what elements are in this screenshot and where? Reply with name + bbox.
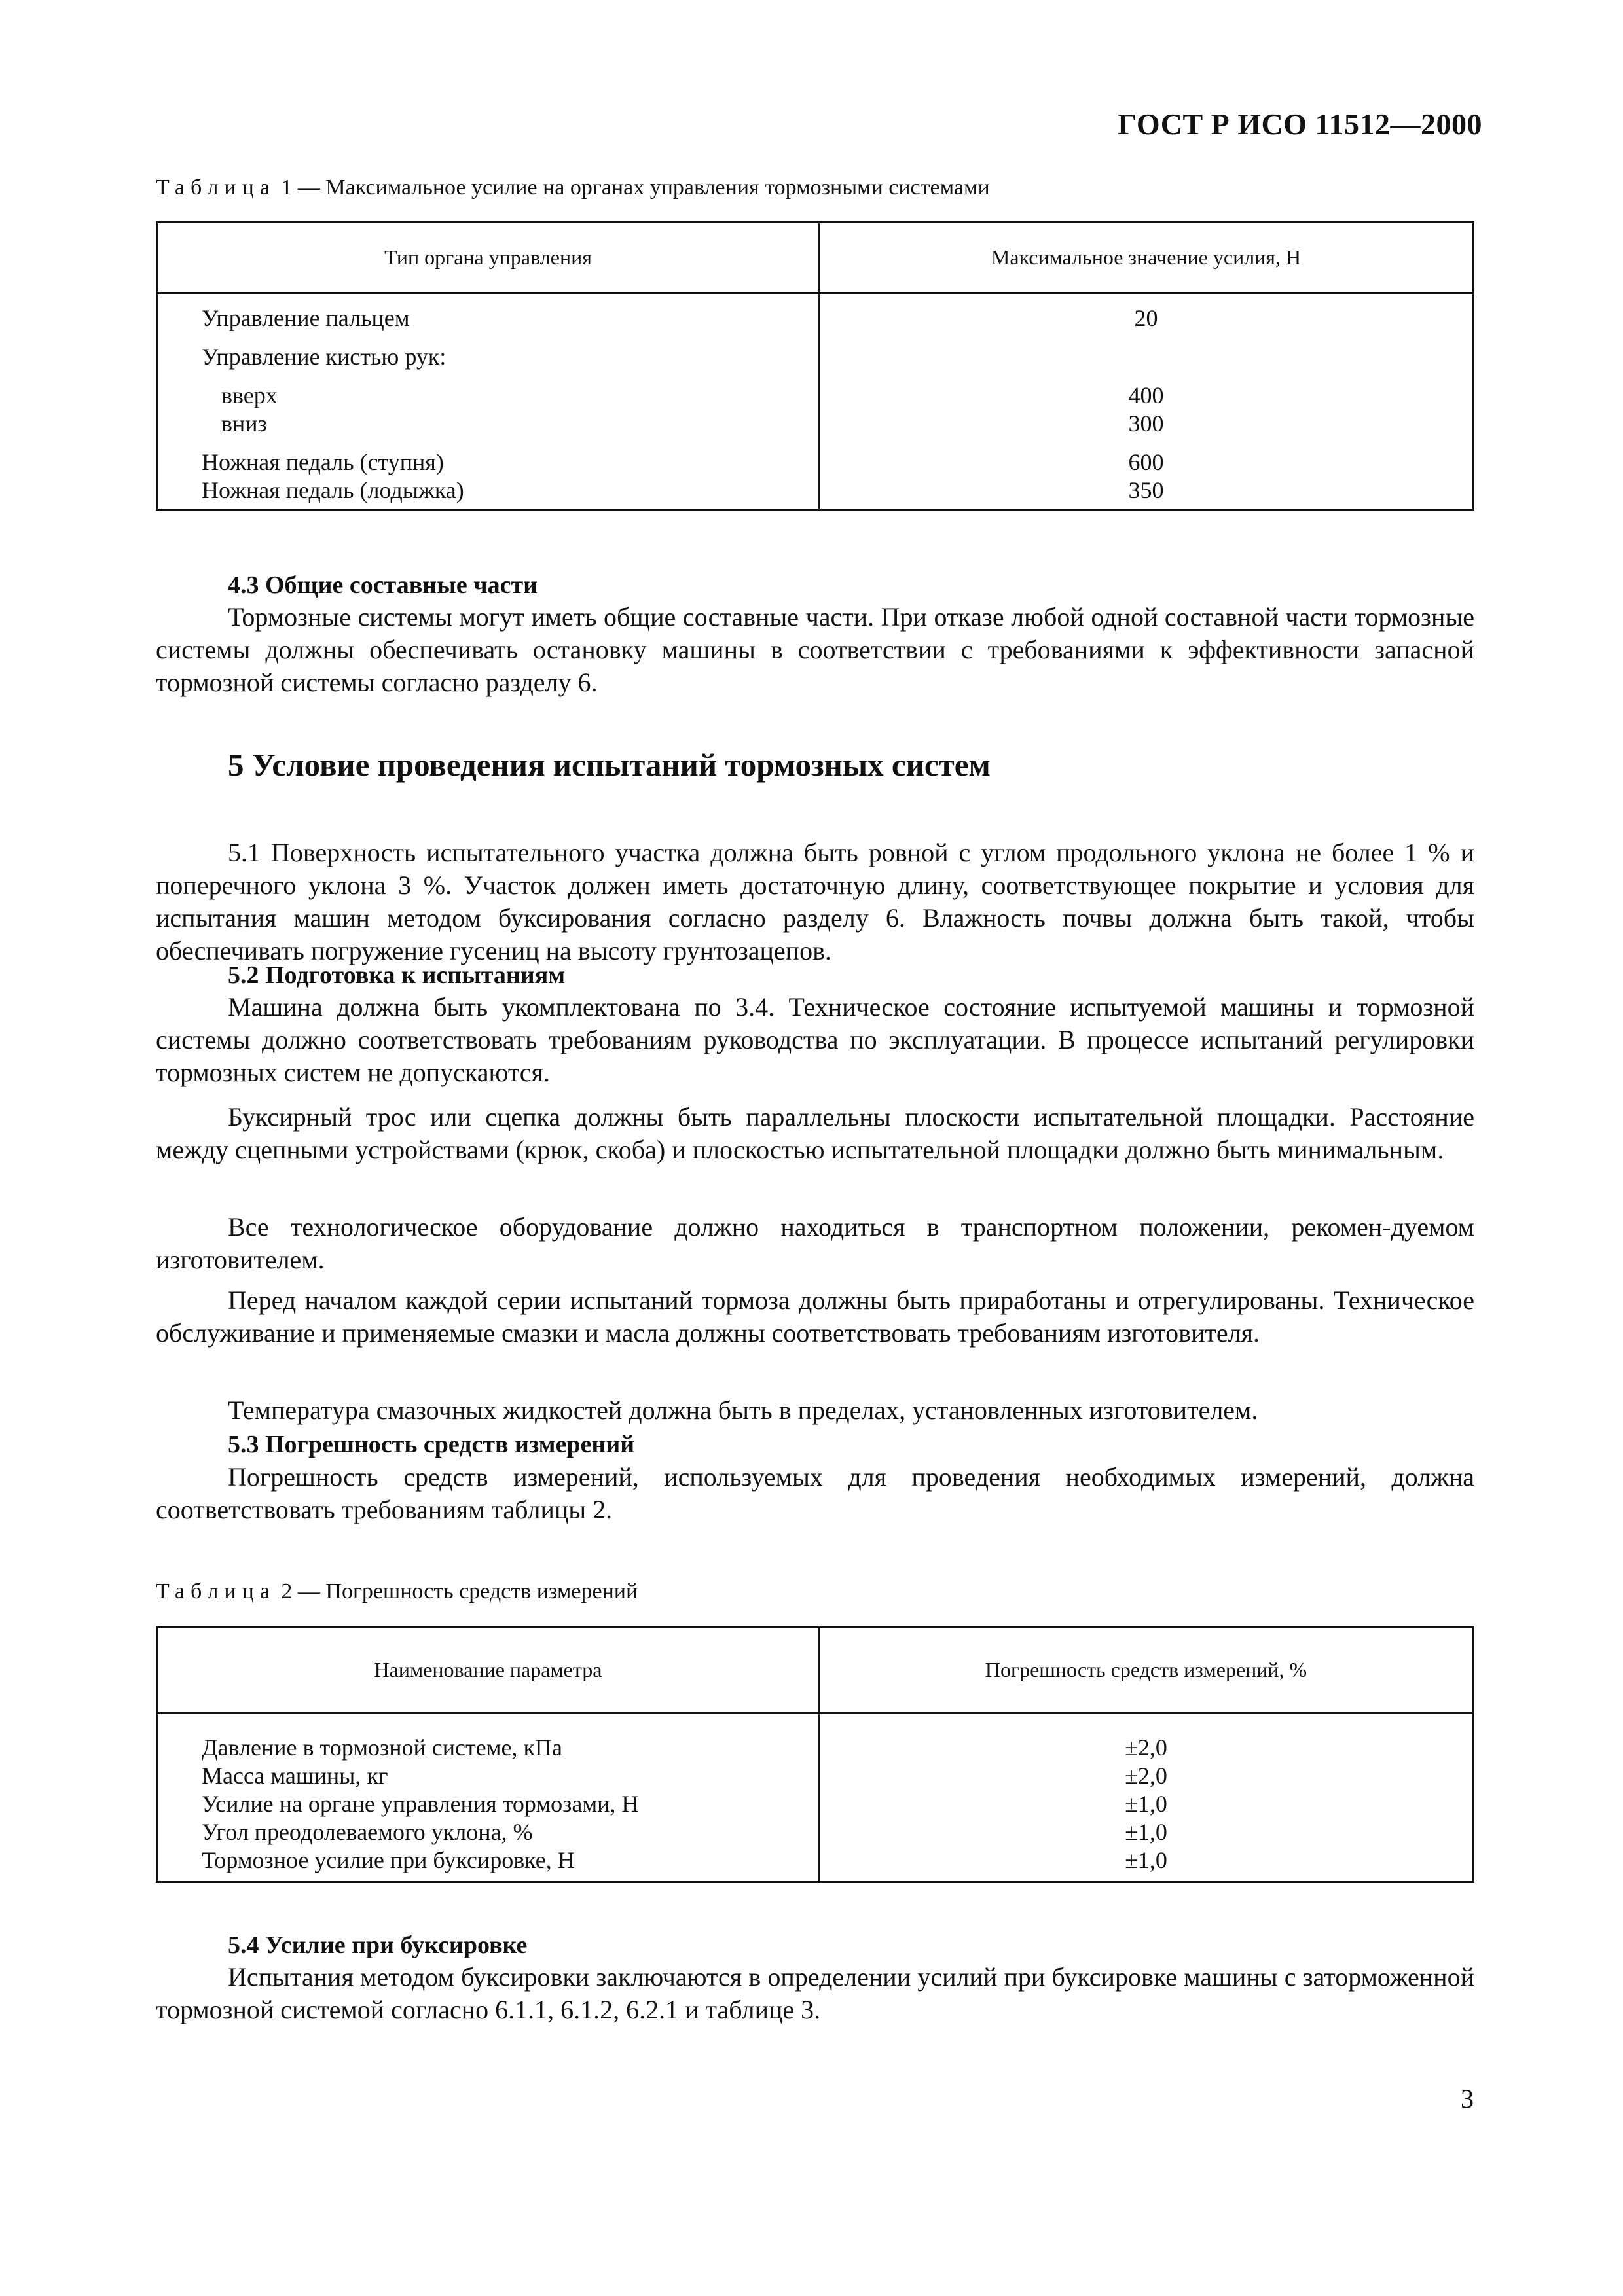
table-row-label: Давление в тормозной системе, кПа: [202, 1734, 562, 1761]
table-1-labels: [157, 293, 820, 510]
section-5-4-text: Испытания методом буксировки заключаются в определении усилий при буксировке машины с заторможенной тормозной системой согласно 6.1.1, 6.1.2, 6.2.1 и таблице 3.: [156, 1962, 1474, 2024]
table-2-labels: [157, 1713, 820, 1882]
table-row-value: ±1,0: [1125, 1847, 1167, 1873]
table-2-header-parameter: Наименование параметра: [157, 1627, 820, 1713]
table-row-label: Тормозное усилие при буксировке, Н: [202, 1847, 575, 1873]
table-row-value: 300: [1128, 410, 1164, 437]
paragraph-5-2-b: Буксирный трос или сцепка должны быть параллельны плоскости испытательной площадки. Расстояние между сцепными устройствами (крюк, скоба) и плоскостью испытательной площадки должно быть минимальным.: [156, 1102, 1474, 1164]
section-5-2-title: 5.2 Подготовка к испытаниям: [228, 961, 566, 989]
section-5-4-title: 5.4 Усилие при буксировке: [228, 1931, 528, 1959]
table-1-caption-word: Таблица: [156, 175, 276, 200]
paragraph-5-3: Погрешность средств измерений, используемых для проведения необходимых измерений, должна соответствовать требованиям таблицы 2.: [156, 1462, 1474, 1524]
table-row-label: Масса машины, кг: [202, 1763, 388, 1789]
table-2-caption-number: 2: [281, 1579, 293, 1604]
table-row-label: Ножная педаль (ступня): [202, 449, 444, 475]
table-row-label: Угол преодолеваемого уклона, %: [202, 1819, 533, 1845]
table-1-caption-number: 1: [281, 175, 293, 200]
table-row-value: 20: [1134, 305, 1158, 331]
paragraph-5-2-a: Машина должна быть укомплектована по 3.4. Техническое состояние испытуемой машины и тормозной системы должно соответствовать требованиям руководства по эксплуатации. В процессе испытаний регулировки тормозных систем не допускаются.: [156, 992, 1474, 1087]
table-1: [156, 221, 1474, 511]
table-2-caption: [156, 1579, 638, 1604]
table-2-values: [819, 1713, 1474, 1882]
table-2-caption-word: Таблица: [156, 1579, 276, 1604]
table-row-value: ±1,0: [1125, 1791, 1167, 1817]
table-row-value: 400: [1128, 382, 1164, 408]
table-1-caption: [156, 175, 990, 200]
paragraph-5-2-d: Перед началом каждой серии испытаний тормоза должны быть приработаны и отрегулированы. Техническое обслуживание и применяемые смазки и масла должны соответствовать требованиям изготовителя.: [156, 1285, 1474, 1348]
table-1-header-max-force: Максимальное значение усилия, Н: [819, 223, 1474, 293]
table-1-caption-text: — Максимальное усилие на органах управления тормозными системами: [297, 175, 990, 200]
table-row-label: Управление пальцем: [202, 305, 410, 331]
table-row-value: ±2,0: [1125, 1763, 1167, 1789]
section-5-3-title: 5.3 Погрешность средств измерений: [228, 1431, 635, 1458]
table-2: [156, 1626, 1474, 1883]
table-2-caption-text: — Погрешность средств измерений: [297, 1579, 638, 1604]
table-row-label: Ножная педаль (лодыжка): [202, 477, 464, 503]
table-2-header-error: Погрешность средств измерений, %: [819, 1627, 1474, 1713]
section-5-title: 5 Условие проведения испытаний тормозных систем: [228, 747, 991, 783]
table-1-header-type: Тип органа управления: [157, 223, 820, 293]
table-row-label: вверх: [221, 382, 278, 408]
table-1-values: [819, 293, 1474, 510]
section-4-3-title: 4.3 Общие составные части: [228, 571, 538, 599]
standard-header: ГОСТ Р ИСО 11512—2000: [1118, 107, 1482, 141]
table-row-label: вниз: [221, 410, 267, 437]
table-row-label: Усилие на органе управления тормозами, Н: [202, 1791, 639, 1817]
paragraph-5-2-e: Температура смазочных жидкостей должна быть в пределах, установленных изготовителем.: [228, 1395, 1258, 1425]
table-row-value: ±1,0: [1125, 1819, 1167, 1845]
paragraph-5-1: 5.1 Поверхность испытательного участка должна быть ровной с углом продольного уклона не более 1 % и поперечного уклона 3 %. Участок должен иметь достаточную длину, соответствующее покрытие и условия для испытания машин методом буксирования согласно разделу 6. Влажность почвы должна быть такой, чтобы обеспечивать погружение гусениц на высоту грунтозацепов.: [156, 838, 1474, 965]
table-row-value: 350: [1128, 477, 1164, 503]
page-number: 3: [1461, 2084, 1474, 2113]
section-4-3-text: Тормозные системы могут иметь общие составные части. При отказе любой одной составной части тормозные системы должны обеспечивать остановку машины в соответствии с требованиями к эффективности запасной тормозной системы согласно разделу 6.: [156, 602, 1474, 697]
table-row-label: Управление кистью рук:: [202, 344, 447, 370]
paragraph-5-2-c: Все технологическое оборудование должно находиться в транспортном положении, рекомен-дуемом изготовителем.: [156, 1212, 1474, 1274]
table-row-value: 600: [1128, 449, 1164, 475]
table-row-value: ±2,0: [1125, 1734, 1167, 1761]
